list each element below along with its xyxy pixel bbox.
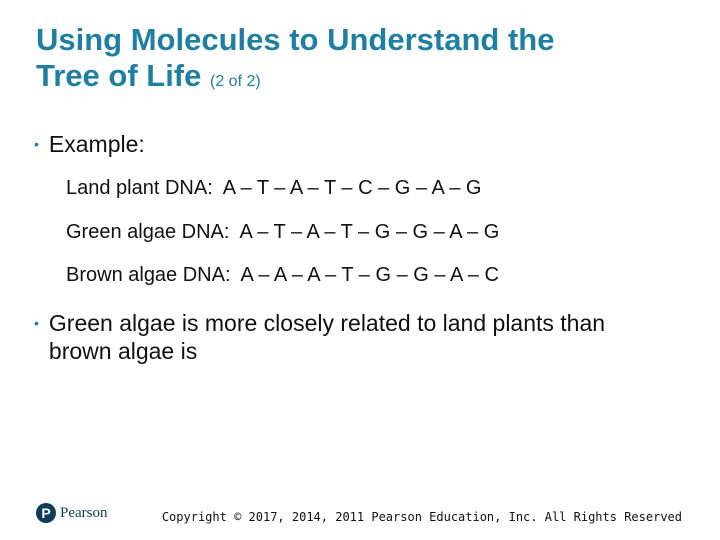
sequence-value: A – T – A – T – C – G – A – G [222,177,482,199]
sequence-brown-algae [66,263,499,287]
bullet-dot-icon: • [34,315,39,331]
bullet-example-text: Example: [48,131,145,157]
bullet-conclusion [34,309,669,365]
bullet-dot-icon: • [34,136,39,152]
pearson-logo [36,502,108,524]
pearson-logo-icon: P [36,503,56,523]
sequence-land-plant [66,176,481,200]
slide-title-subtitle: (2 of 2) [210,73,261,90]
slide-title [36,22,696,100]
slide-title-line2-text: Tree of Life [36,58,202,93]
bullet-conclusion-text: Green algae is more closely related to land plants than brown algae is [48,310,606,364]
slide-title-line2 [36,58,696,100]
sequence-label: Green algae DNA: [66,221,230,243]
sequence-green-algae [66,220,499,244]
sequence-value: A – A – A – T – G – G – A – C [240,264,499,286]
sequence-label: Land plant DNA: [66,177,213,199]
sequence-value: A – T – A – T – G – G – A – G [239,221,500,243]
sequence-label: Brown algae DNA: [66,264,231,286]
bullet-example [34,130,145,161]
pearson-logo-text: Pearson [60,504,108,521]
copyright-notice: Copyright © 2017, 2014, 2011 Pearson Education, Inc. All Rights Reserved [161,510,682,524]
slide-title-line1: Using Molecules to Understand the [36,22,555,57]
